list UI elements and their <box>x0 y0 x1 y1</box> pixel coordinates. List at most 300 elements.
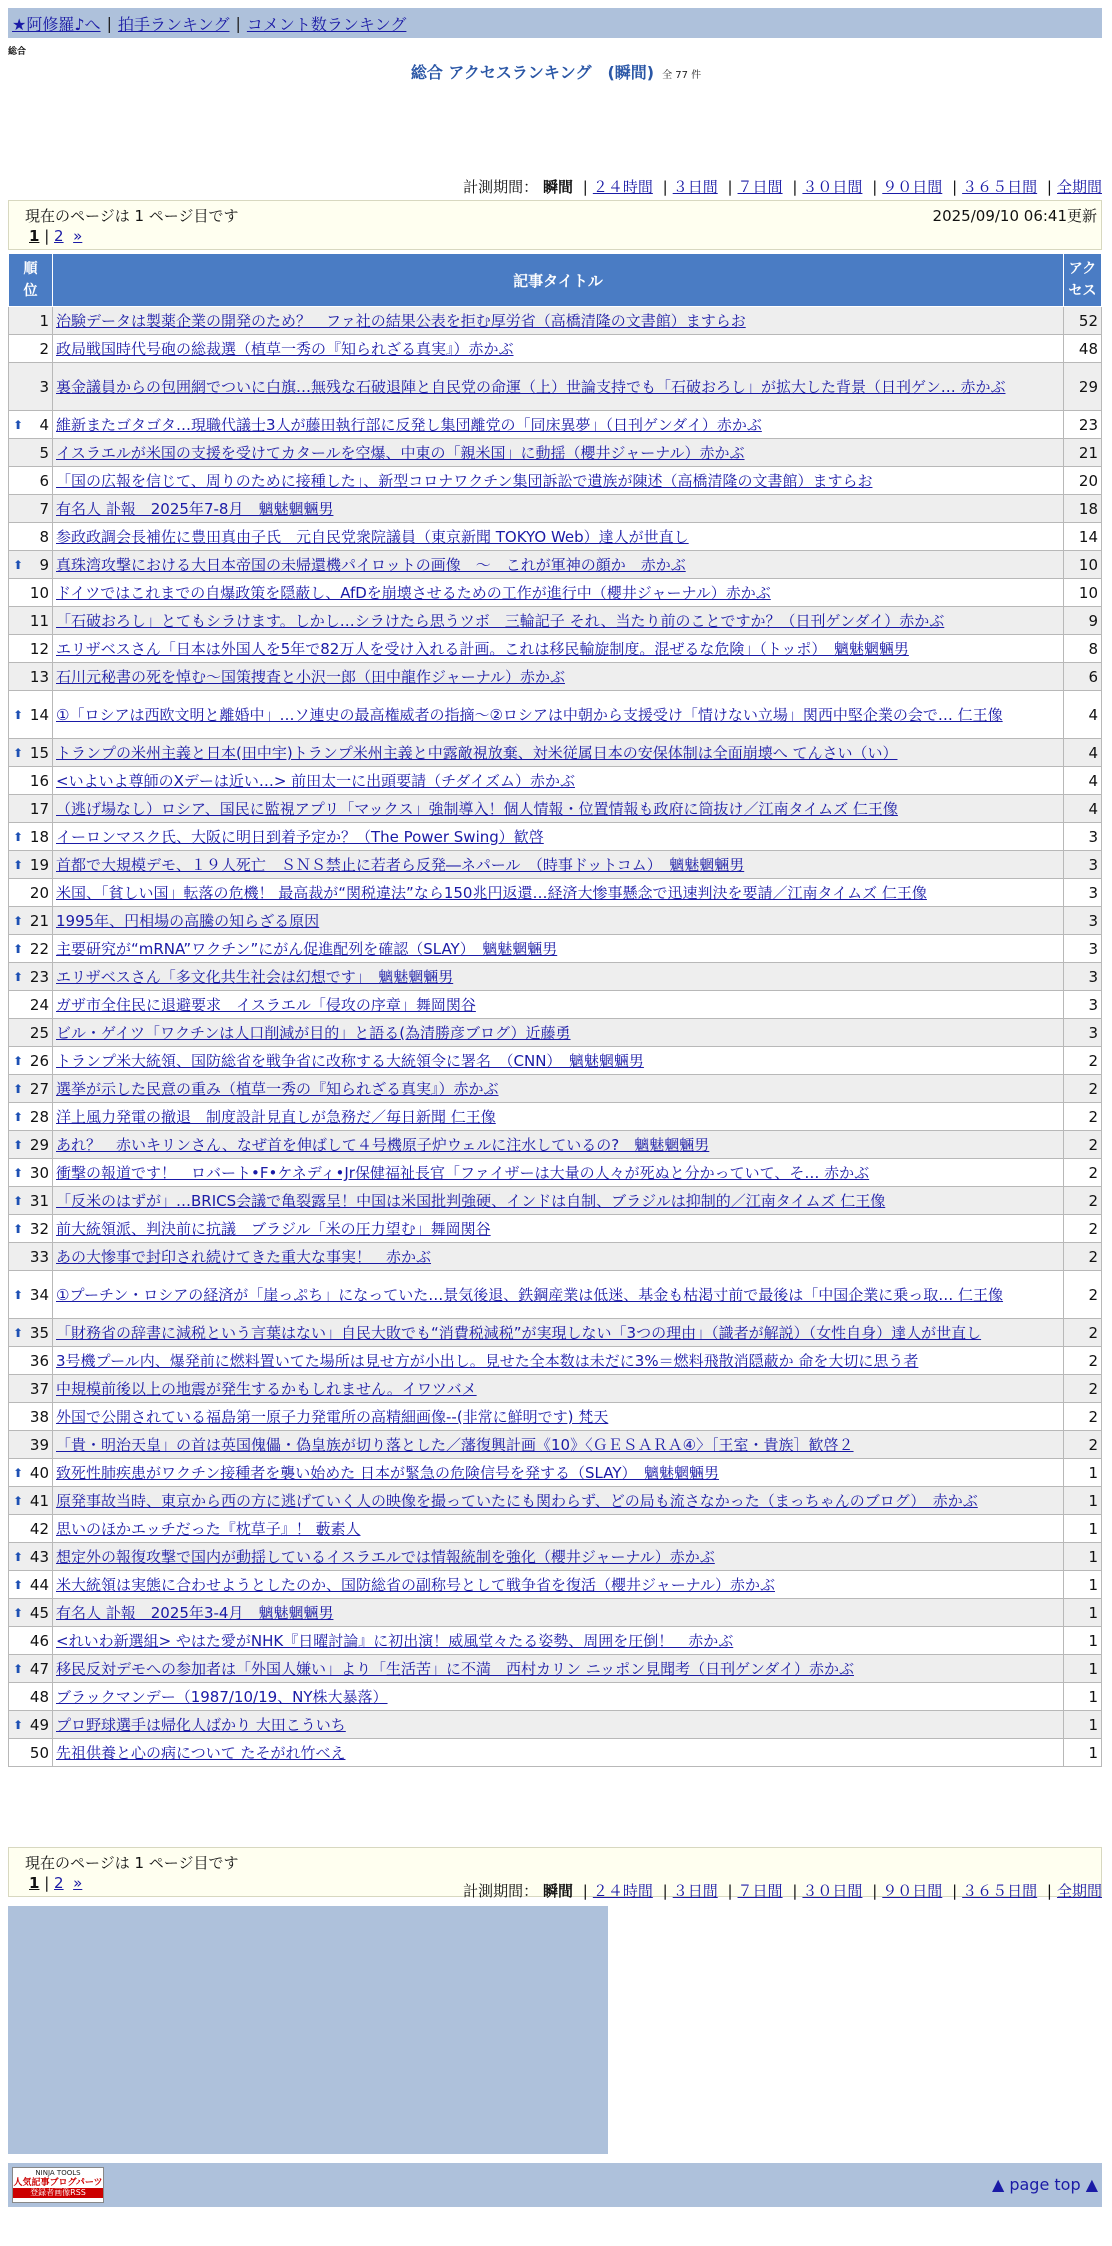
rank-number: 8 <box>39 527 49 546</box>
rank-number: 45 <box>29 1603 49 1622</box>
rank-up-arrow-icon: ⬆ <box>13 829 24 844</box>
period-24h-link[interactable]: ２４時間 <box>592 1882 653 1900</box>
table-row <box>9 1739 1102 1767</box>
period-365d-link[interactable]: ３６５日間 <box>962 178 1038 196</box>
rank-cell <box>9 411 53 439</box>
table-row <box>9 935 1102 963</box>
title-cell <box>53 1739 1064 1767</box>
rank-cell <box>9 1103 53 1131</box>
rank-number: 23 <box>29 967 49 986</box>
rank-number: 35 <box>29 1323 49 1342</box>
article-title-link[interactable]: 移民反対デモへの参加者は「外国人嫌い」より「生活苦」に不満 西村カリン ニッポン見聞考（日刊ゲンダイ）赤かぶ <box>56 1660 854 1678</box>
nav-separator: | <box>235 13 241 33</box>
ninja-tools-logo[interactable] <box>12 2167 104 2203</box>
rank-number: 46 <box>29 1631 49 1650</box>
access-count: 4 <box>1064 795 1102 823</box>
access-count: 1 <box>1064 1599 1102 1627</box>
table-row <box>9 411 1102 439</box>
pager-current: 1 <box>29 227 40 245</box>
header-count: アクセス <box>1064 254 1102 307</box>
title-cell <box>53 1019 1064 1047</box>
rank-cell <box>9 1215 53 1243</box>
header-title: 記事タイトル <box>53 254 1064 307</box>
access-count: 2 <box>1064 1075 1102 1103</box>
table-row <box>9 663 1102 691</box>
article-title-link[interactable]: 維新またゴタゴタ…現職代議士3人が藤田執行部に反発し集団離党の「同床異夢」（日刊ゲンダイ）赤かぶ <box>56 416 762 434</box>
title-cell <box>53 551 1064 579</box>
article-title-link[interactable]: 「財務省の辞書に減税という言葉はない」自民大敗でも“消費税減税”が実現しない「3つの理由」（識者が解説）（女性自身）達人が世直し <box>56 1324 982 1342</box>
title-cell <box>53 1075 1064 1103</box>
article-title-link[interactable]: <いよいよ尊師のXデーは近い…> 前田太一に出頭要請（チダイズム）赤かぶ <box>56 772 575 790</box>
access-count: 1 <box>1064 1543 1102 1571</box>
rank-cell <box>9 495 53 523</box>
table-row <box>9 495 1102 523</box>
period-30d-link[interactable]: ３０日間 <box>802 1882 863 1900</box>
access-count: 1 <box>1064 1487 1102 1515</box>
article-title-link[interactable]: 前大統領派、判決前に抗議 ブラジル「米の圧力望む」舞岡関谷 <box>56 1220 491 1238</box>
article-title-link[interactable]: トランプの米州主義と日本(田中宇)トランプ米州主義と中露敵視放棄、対米従属日本の安保体制は全面崩壊へ てんさい（い） <box>56 744 898 762</box>
table-row <box>9 991 1102 1019</box>
article-title-link[interactable]: 有名人 訃報 2025年3-4月 魑魅魍魎男 <box>56 1604 334 1622</box>
footer <box>8 2163 1102 2207</box>
rank-cell <box>9 1627 53 1655</box>
access-count: 1 <box>1064 1711 1102 1739</box>
table-row <box>9 439 1102 467</box>
rank-number: 14 <box>29 705 49 724</box>
access-count: 2 <box>1064 1243 1102 1271</box>
article-title-link[interactable]: 原発事故当時、東京から西の方に逃げていく人の映像を撮っていたにも関わらず、どの局も流さなかった（まっちゃんのブログ） 赤かぶ <box>56 1492 978 1510</box>
rank-cell <box>9 1159 53 1187</box>
rank-cell <box>9 363 53 411</box>
access-count: 20 <box>1064 467 1102 495</box>
rank-number: 33 <box>29 1247 49 1266</box>
title-cell <box>53 935 1064 963</box>
rank-number: 13 <box>29 667 49 686</box>
table-row <box>9 851 1102 879</box>
table-row <box>9 307 1102 335</box>
rank-number: 21 <box>29 911 49 930</box>
title-cell <box>53 307 1064 335</box>
rank-number: 1 <box>39 311 49 330</box>
table-row <box>9 1375 1102 1403</box>
access-count: 2 <box>1064 1215 1102 1243</box>
rank-number: 34 <box>29 1285 49 1304</box>
title-cell <box>53 1243 1064 1271</box>
article-title-link[interactable]: <れいわ新選組> やはた愛がNHK『日曜討論』に初出演！威風堂々たる姿勢、周囲を圧倒！ 赤かぶ <box>56 1632 734 1650</box>
table-row <box>9 1599 1102 1627</box>
period-selector-bottom: 計測期間： 瞬間 | ２４時間 | ３日間 | ７日間 | ３０日間 | ９０日間 | ３６５日間 | 全期間 <box>463 1882 1102 1900</box>
title-cell <box>53 879 1064 907</box>
rank-number: 22 <box>29 939 49 958</box>
period-7d-link[interactable]: ７日間 <box>737 1882 783 1900</box>
category-label: 総合 <box>8 47 27 57</box>
title-cell <box>53 663 1064 691</box>
title-cell <box>53 363 1064 411</box>
access-count: 2 <box>1064 1431 1102 1459</box>
access-count: 3 <box>1064 879 1102 907</box>
access-count: 29 <box>1064 363 1102 411</box>
rank-number: 41 <box>29 1491 49 1510</box>
home-link[interactable]: ★阿修羅♪へ <box>12 14 101 34</box>
period-30d-link[interactable]: ３０日間 <box>802 178 863 196</box>
rank-up-arrow-icon: ⬆ <box>13 1193 24 1208</box>
article-title-link[interactable]: 参政政調会長補佐に豊田真由子氏 元自民党衆院議員（東京新聞 TOKYO Web）達人が世直し <box>56 528 689 546</box>
rank-cell <box>9 635 53 663</box>
article-title-link[interactable]: ガザ市全住民に退避要求 イスラエル「侵攻の序章」舞岡関谷 <box>56 996 476 1014</box>
title-cell <box>53 439 1064 467</box>
rank-cell <box>9 1515 53 1543</box>
rank-cell <box>9 523 53 551</box>
article-title-link[interactable]: 「貴・明治天皇」の首は英国傀儡・偽皇族が切り落とした／藩復興計画《10》〈ＧＥＳＡＲＡ④〉［王室・貴族］歓啓２ <box>56 1436 854 1454</box>
rank-up-arrow-icon: ⬆ <box>13 1605 24 1620</box>
access-count: 3 <box>1064 851 1102 879</box>
rank-up-arrow-icon: ⬆ <box>13 557 24 572</box>
access-count: 3 <box>1064 1019 1102 1047</box>
article-title-link[interactable]: 3号機プール内、爆発前に燃料置いてた場所は見せ方が小出し。見せた全本数は未だに3%＝燃料飛散消隠蔽か 命を大切に思う者 <box>56 1352 919 1370</box>
pager-current: 1 <box>29 1874 40 1892</box>
rank-up-arrow-icon: ⬆ <box>13 913 24 928</box>
access-count: 2 <box>1064 1047 1102 1075</box>
title-cell <box>53 1375 1064 1403</box>
rank-number: 44 <box>29 1575 49 1594</box>
rank-number: 9 <box>39 555 49 574</box>
article-title-link[interactable]: 治験データは製薬企業の開発のため？ ファ社の結果公表を拒む厚労省（高橋清隆の文書館）ますらお <box>56 312 746 330</box>
table-row <box>9 1271 1102 1319</box>
title-cell <box>53 795 1064 823</box>
pager-page-2[interactable]: 2 <box>54 227 64 245</box>
rank-cell <box>9 1403 53 1431</box>
table-row <box>9 1319 1102 1347</box>
article-title-link[interactable]: ビル・ゲイツ「ワクチンは人口削減が目的」と語る(為清勝彦ブログ）近藤勇 <box>56 1024 571 1042</box>
rank-cell <box>9 1711 53 1739</box>
article-title-link[interactable]: ブラックマンデー（1987/10/19、NY株大暴落） <box>56 1688 388 1706</box>
title-cell <box>53 495 1064 523</box>
table-row <box>9 1159 1102 1187</box>
period-365d-link[interactable]: ３６５日間 <box>962 1882 1038 1900</box>
rank-number: 5 <box>39 443 49 462</box>
rank-up-arrow-icon: ⬆ <box>13 1109 24 1124</box>
access-count: 4 <box>1064 739 1102 767</box>
access-count: 52 <box>1064 307 1102 335</box>
rank-number: 36 <box>29 1351 49 1370</box>
access-count: 2 <box>1064 1319 1102 1347</box>
rank-cell <box>9 691 53 739</box>
table-row <box>9 1515 1102 1543</box>
access-count: 10 <box>1064 579 1102 607</box>
ranking-table <box>8 253 1102 1767</box>
ranking-body <box>9 307 1102 1767</box>
title-cell <box>53 1599 1064 1627</box>
access-count: 2 <box>1064 1271 1102 1319</box>
page-info-top <box>8 200 1102 250</box>
article-title-link[interactable]: 選挙が示した民意の重み（植草一秀の『知られざる真実』）赤かぶ <box>56 1080 499 1098</box>
title-cell <box>53 1271 1064 1319</box>
article-title-link[interactable]: 石川元秘書の死を悼む〜国策捜査と小沢一郎（田中龍作ジャーナル）赤かぶ <box>56 668 565 686</box>
rank-cell <box>9 1019 53 1047</box>
title-cell <box>53 1431 1064 1459</box>
table-row <box>9 767 1102 795</box>
access-count: 14 <box>1064 523 1102 551</box>
article-title-link[interactable]: 裏金議員からの包囲網でついに白旗…無残な石破退陣と自民党の命運（上）世論支持でも「石破おろし」が拡大した背景（日刊ゲン… 赤かぶ <box>56 378 1006 396</box>
rank-cell <box>9 795 53 823</box>
table-row <box>9 1571 1102 1599</box>
rank-number: 48 <box>29 1687 49 1706</box>
rank-cell <box>9 579 53 607</box>
article-title-link[interactable]: エリザベスさん「多文化共生社会は幻想です」 魑魅魍魎男 <box>56 968 454 986</box>
top-nav <box>8 8 1102 38</box>
title-cell <box>53 691 1064 739</box>
table-row <box>9 1487 1102 1515</box>
pager: 1 | 2 » <box>29 227 83 245</box>
access-count: 2 <box>1064 1347 1102 1375</box>
title-cell <box>53 1655 1064 1683</box>
rank-number: 10 <box>29 583 49 602</box>
article-title-link[interactable]: 中規模前後以上の地震が発生するかもしれません。イワツバメ <box>56 1380 477 1398</box>
access-count: 3 <box>1064 935 1102 963</box>
rank-cell <box>9 1347 53 1375</box>
table-row <box>9 1627 1102 1655</box>
rank-up-arrow-icon: ⬆ <box>13 1549 24 1564</box>
rank-number: 11 <box>29 611 49 630</box>
access-count: 1 <box>1064 1655 1102 1683</box>
period-7d-link[interactable]: ７日間 <box>737 178 783 196</box>
table-row <box>9 1215 1102 1243</box>
article-title-link[interactable]: エリザベスさん「日本は外国人を5年で82万人を受け入れる計画。これは移民輸旋制度。混ぜるな危険」（トッポ） 魑魅魍魎男 <box>56 640 909 658</box>
rank-cell <box>9 823 53 851</box>
title-cell <box>53 579 1064 607</box>
table-row <box>9 739 1102 767</box>
rank-cell <box>9 663 53 691</box>
rank-cell <box>9 1131 53 1159</box>
logo-line-2: 人気記事ブログパーツ <box>13 2178 103 2188</box>
rank-number: 40 <box>29 1463 49 1482</box>
title-cell <box>53 1459 1064 1487</box>
article-title-link[interactable]: 致死性肺疾患がワクチン接種者を襲い始めた 日本が緊急の危険信号を発する（SLAY） 魑魅魍魎男 <box>56 1464 720 1482</box>
access-count: 18 <box>1064 495 1102 523</box>
period-3d-link[interactable]: ３日間 <box>672 178 718 196</box>
title-cell <box>53 1487 1064 1515</box>
rank-cell <box>9 551 53 579</box>
title-cell <box>53 907 1064 935</box>
rank-number: 50 <box>29 1743 49 1762</box>
article-title-link[interactable]: ①プーチン・ロシアの経済が「崖っぷち」になっていた…景気後退、鉄鋼産業は低迷、基金も枯渇寸前で最後は「中国企業に乗っ取… 仁王像 <box>56 1286 1004 1304</box>
title-cell <box>53 1215 1064 1243</box>
article-title-link[interactable]: 先祖供養と心の病について たそがれ竹べえ <box>56 1744 346 1762</box>
access-count: 2 <box>1064 1403 1102 1431</box>
table-row <box>9 579 1102 607</box>
rank-up-arrow-icon: ⬆ <box>13 1165 24 1180</box>
access-count: 2 <box>1064 1159 1102 1187</box>
rank-cell <box>9 335 53 363</box>
article-title-link[interactable]: 「反米のはずが」…BRICS会議で亀裂露呈！中国は米国批判強硬、インドは自制、ブラジルは抑制的／江南タイムズ 仁王像 <box>56 1192 886 1210</box>
table-row <box>9 1187 1102 1215</box>
rank-cell <box>9 439 53 467</box>
table-row <box>9 1131 1102 1159</box>
rank-number: 2 <box>39 339 49 358</box>
rank-cell <box>9 1319 53 1347</box>
access-count: 21 <box>1064 439 1102 467</box>
period-current: 瞬間 <box>542 1882 573 1900</box>
pager-page-2[interactable]: 2 <box>54 1874 64 1892</box>
access-count: 6 <box>1064 663 1102 691</box>
title-cell <box>53 739 1064 767</box>
rank-number: 6 <box>39 471 49 490</box>
rank-cell <box>9 1459 53 1487</box>
rank-cell <box>9 1683 53 1711</box>
table-row <box>9 635 1102 663</box>
article-title-link[interactable]: 外国で公開されている福島第一原子力発電所の高精細画像--(非常に鮮明です) 梵天 <box>56 1408 609 1426</box>
period-all-link[interactable]: 全期間 <box>1056 1882 1102 1900</box>
rank-cell <box>9 1075 53 1103</box>
article-title-link[interactable]: 思いのほかエッチだった『枕草子』！ 藪素人 <box>56 1520 361 1538</box>
article-title-link[interactable]: 衝撃の報道です！ ロバート•F•ケネディ•Jr保健福祉長官「ファイザーは大量の人々が死ぬと分かっていて、そ… 赤かぶ <box>56 1164 870 1182</box>
rank-number: 20 <box>29 883 49 902</box>
article-title-link[interactable]: あの大惨事で封印され続けてきた重大な事実！ 赤かぶ <box>56 1248 432 1266</box>
access-count: 10 <box>1064 551 1102 579</box>
period-90d-link[interactable]: ９０日間 <box>882 178 943 196</box>
rank-number: 19 <box>29 855 49 874</box>
rank-number: 31 <box>29 1191 49 1210</box>
period-all-link[interactable]: 全期間 <box>1056 178 1102 196</box>
table-row <box>9 335 1102 363</box>
table-row <box>9 1655 1102 1683</box>
pager-next[interactable]: » <box>73 1874 83 1892</box>
article-title-link[interactable]: 想定外の報復攻撃で国内が動揺しているイスラエルでは情報統制を強化（櫻井ジャーナル）赤かぶ <box>56 1548 715 1566</box>
period-current: 瞬間 <box>542 178 573 196</box>
access-count: 9 <box>1064 607 1102 635</box>
article-title-link[interactable]: 政局戦国時代号砲の総裁選（植草一秀の『知られざる真実』）赤かぶ <box>56 340 514 358</box>
rank-up-arrow-icon: ⬆ <box>13 1221 24 1236</box>
access-count: 1 <box>1064 1739 1102 1767</box>
page-top-link[interactable]: ▲ page top ▲ <box>991 2175 1098 2194</box>
rank-cell <box>9 907 53 935</box>
rank-cell <box>9 467 53 495</box>
rank-number: 26 <box>29 1051 49 1070</box>
article-title-link[interactable]: 有名人 訃報 2025年7-8月 魑魅魍魎男 <box>56 500 334 518</box>
table-row <box>9 1431 1102 1459</box>
table-row <box>9 823 1102 851</box>
article-title-link[interactable]: イーロンマスク氏、大阪に明日到着予定か？（The Power Swing）歓啓 <box>56 828 544 846</box>
rank-number: 39 <box>29 1435 49 1454</box>
table-row <box>9 1459 1102 1487</box>
rank-up-arrow-icon: ⬆ <box>13 1287 24 1302</box>
updated-timestamp: 2025/09/10 06:41更新 <box>932 207 1097 225</box>
rank-up-arrow-icon: ⬆ <box>13 707 24 722</box>
article-title-link[interactable]: 1995年、円相場の高騰の知らざる原因 <box>56 912 320 930</box>
table-row <box>9 879 1102 907</box>
table-row <box>9 467 1102 495</box>
table-row <box>9 907 1102 935</box>
article-title-link[interactable]: 米大統領は実態に合わせようとしたのか、国防総省の副称号として戦争省を復活（櫻井ジャーナル）赤かぶ <box>56 1576 775 1594</box>
title-cell <box>53 1187 1064 1215</box>
table-row <box>9 1103 1102 1131</box>
table-row <box>9 1347 1102 1375</box>
table-row <box>9 1075 1102 1103</box>
title-cell <box>53 1627 1064 1655</box>
rank-up-arrow-icon: ⬆ <box>13 1661 24 1676</box>
table-row <box>9 1019 1102 1047</box>
rank-up-arrow-icon: ⬆ <box>13 417 24 432</box>
rank-cell <box>9 963 53 991</box>
rank-cell <box>9 767 53 795</box>
applause-ranking-link[interactable]: 拍手ランキング <box>117 14 230 34</box>
rank-number: 37 <box>29 1379 49 1398</box>
title-cell <box>53 1543 1064 1571</box>
rank-number: 32 <box>29 1219 49 1238</box>
rank-number: 4 <box>39 415 49 434</box>
rank-number: 47 <box>29 1659 49 1678</box>
table-row <box>9 1683 1102 1711</box>
rank-cell <box>9 1187 53 1215</box>
rank-cell <box>9 607 53 635</box>
article-title-link[interactable]: 「国の広報を信じて、周りのために接種した」、新型コロナワクチン集団訴訟で遺族が陳述（高橋清隆の文書館）ますらお <box>56 472 873 490</box>
title-cell <box>53 607 1064 635</box>
nav-separator: | <box>106 13 112 33</box>
article-title-link[interactable]: あれ？ 赤いキリンさん、なぜ首を伸ばして４号機原子炉ウェルに注水しているの? 魑魅魍魎男 <box>56 1136 710 1154</box>
rank-number: 43 <box>29 1547 49 1566</box>
title-cell <box>53 767 1064 795</box>
rank-up-arrow-icon: ⬆ <box>13 941 24 956</box>
article-title-link[interactable]: ①「ロシアは西欧文明と離婚中」…ソ連史の最高権威者の指摘～②ロシアは中朝から支援受け「情けない立場」関西中堅企業の会で… 仁王像 <box>56 706 1003 724</box>
article-title-link[interactable]: 米国、「貧しい国」転落の危機！ 最高裁が“関税違法”なら150兆円返還…経済大惨事懸念で迅速判決を要請／江南タイムズ 仁王像 <box>56 884 927 902</box>
access-count: 8 <box>1064 635 1102 663</box>
article-title-link[interactable]: ドイツではこれまでの自爆政策を隠蔽し、AfDを崩壊させるための工作が進行中（櫻井ジャーナル）赤かぶ <box>56 584 771 602</box>
table-row <box>9 363 1102 411</box>
rank-up-arrow-icon: ⬆ <box>13 1577 24 1592</box>
comment-ranking-link[interactable]: コメント数ランキング <box>246 14 407 34</box>
period-90d-link[interactable]: ９０日間 <box>882 1882 943 1900</box>
article-title-link[interactable]: 洋上風力発電の撤退 制度設計見直しが急務だ／毎日新聞 仁王像 <box>56 1108 496 1126</box>
period-label: 計測期間： <box>463 1882 539 1900</box>
article-title-link[interactable]: 首都で大規模デモ、１９人死亡 ＳＮＳ禁止に若者ら反発―ネパール （時事ドットコム） 魑魅魍魎男 <box>56 856 745 874</box>
article-title-link[interactable]: （逃げ場なし）ロシア、国民に監視アプリ「マックス」強制導入！個人情報・位置情報も政府に筒抜け／江南タイムズ 仁王像 <box>56 800 898 818</box>
table-row <box>9 1403 1102 1431</box>
rank-cell <box>9 1271 53 1319</box>
article-title-link[interactable]: イスラエルが米国の支援を受けてカタールを空爆、中東の「親米国」に動揺（櫻井ジャーナル）赤かぶ <box>56 444 745 462</box>
rank-number: 29 <box>29 1135 49 1154</box>
table-row <box>9 1243 1102 1271</box>
table-row <box>9 795 1102 823</box>
access-count: 3 <box>1064 907 1102 935</box>
access-count: 1 <box>1064 1627 1102 1655</box>
access-count: 2 <box>1064 1103 1102 1131</box>
rank-up-arrow-icon: ⬆ <box>13 857 24 872</box>
period-24h-link[interactable]: ２４時間 <box>592 178 653 196</box>
page-title <box>0 60 1112 83</box>
rank-cell <box>9 739 53 767</box>
article-title-link[interactable]: 真珠湾攻撃における大日本帝国の未帰還機パイロットの画像 ～ これが軍神の顔か 赤かぶ <box>56 556 686 574</box>
access-count: 4 <box>1064 767 1102 795</box>
period-3d-link[interactable]: ３日間 <box>672 1882 718 1900</box>
rank-number: 27 <box>29 1079 49 1098</box>
title-cell <box>53 1515 1064 1543</box>
page-title-text: 総合 アクセスランキング (瞬間) <box>410 63 655 82</box>
article-title-link[interactable]: トランプ米大統領、国防総省を戦争省に改称する大統領令に署名 （CNN） 魑魅魍魎男 <box>56 1052 644 1070</box>
pager-next[interactable]: » <box>73 227 83 245</box>
rank-number: 15 <box>29 743 49 762</box>
article-title-link[interactable]: 「石破おろし」とてもシラけます。しかし…シラけたら思うツボ 三輪記子 それ、当たり前のことですか？（日刊ゲンダイ）赤かぶ <box>56 612 945 630</box>
period-label: 計測期間： <box>463 178 539 196</box>
table-row <box>9 691 1102 739</box>
article-title-link[interactable]: 主要研究が“mRNA”ワクチン”にがん促進配列を確認（SLAY） 魑魅魍魎男 <box>56 940 558 958</box>
rank-cell <box>9 1243 53 1271</box>
access-count: 4 <box>1064 691 1102 739</box>
rank-cell <box>9 1375 53 1403</box>
article-title-link[interactable]: プロ野球選手は帰化人ばかり 大田こういち <box>56 1716 346 1734</box>
rank-number: 24 <box>29 995 49 1014</box>
total-count: 全 77 件 <box>662 70 702 81</box>
title-cell <box>53 851 1064 879</box>
